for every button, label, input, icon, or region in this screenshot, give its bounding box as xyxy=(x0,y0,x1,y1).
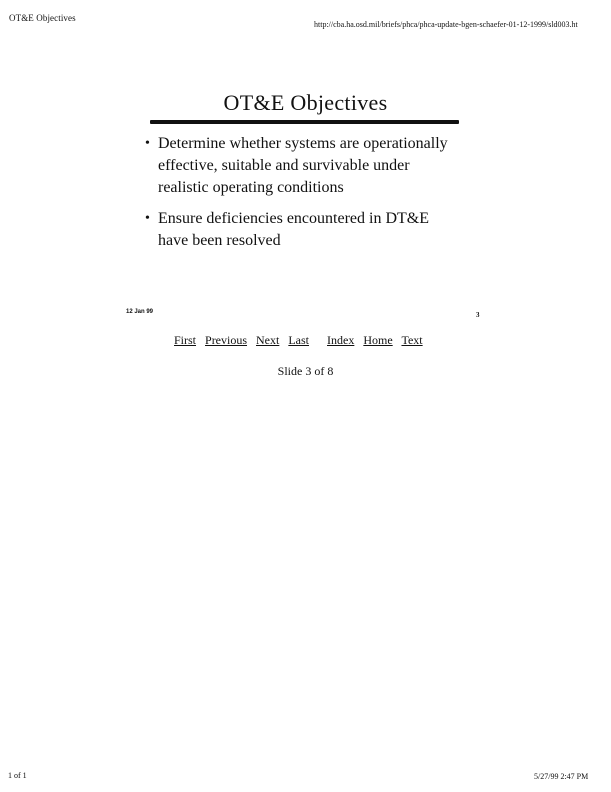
title-underline-rule xyxy=(150,120,459,124)
bullet-line: Ensure deficiencies encountered in DT&E xyxy=(158,210,429,227)
bullet-item xyxy=(145,208,465,252)
nav-home-link[interactable]: Home xyxy=(363,333,393,347)
nav-next-link[interactable]: Next xyxy=(256,333,280,347)
bullet-line: have been resolved xyxy=(158,232,281,249)
print-footer-page-count: 1 of 1 xyxy=(8,771,27,780)
slide-date: 12 Jan 99 xyxy=(126,309,154,315)
slide-navigation xyxy=(174,333,429,348)
print-header-title: OT&E Objectives xyxy=(9,13,76,23)
slide-bullet-list xyxy=(145,133,465,261)
nav-index-link[interactable]: Index xyxy=(327,333,355,347)
slide-counter: Slide 3 of 8 xyxy=(277,364,334,378)
nav-text-link[interactable]: Text xyxy=(401,333,423,347)
nav-first-link[interactable]: First xyxy=(174,333,197,347)
bullet-dot-icon: • xyxy=(145,211,150,226)
nav-previous-link[interactable]: Previous xyxy=(205,333,248,347)
bullet-dot-icon: • xyxy=(145,136,150,151)
bullet-item xyxy=(145,133,465,199)
print-header-url: http://cba.ha.osd.mil/briefs/phca/phca-update-bgen-schaefer-01-12-1999/sld003.ht xyxy=(314,20,578,29)
bullet-line: realistic operating conditions xyxy=(158,179,344,196)
nav-last-link[interactable]: Last xyxy=(288,333,310,347)
bullet-line: effective, suitable and survivable under xyxy=(158,157,410,174)
slide-number: 3 xyxy=(476,311,480,319)
print-footer-timestamp: 5/27/99 2:47 PM xyxy=(534,772,589,781)
bullet-line: Determine whether systems are operationally xyxy=(158,135,448,152)
slide-title: OT&E Objectives xyxy=(223,90,388,115)
